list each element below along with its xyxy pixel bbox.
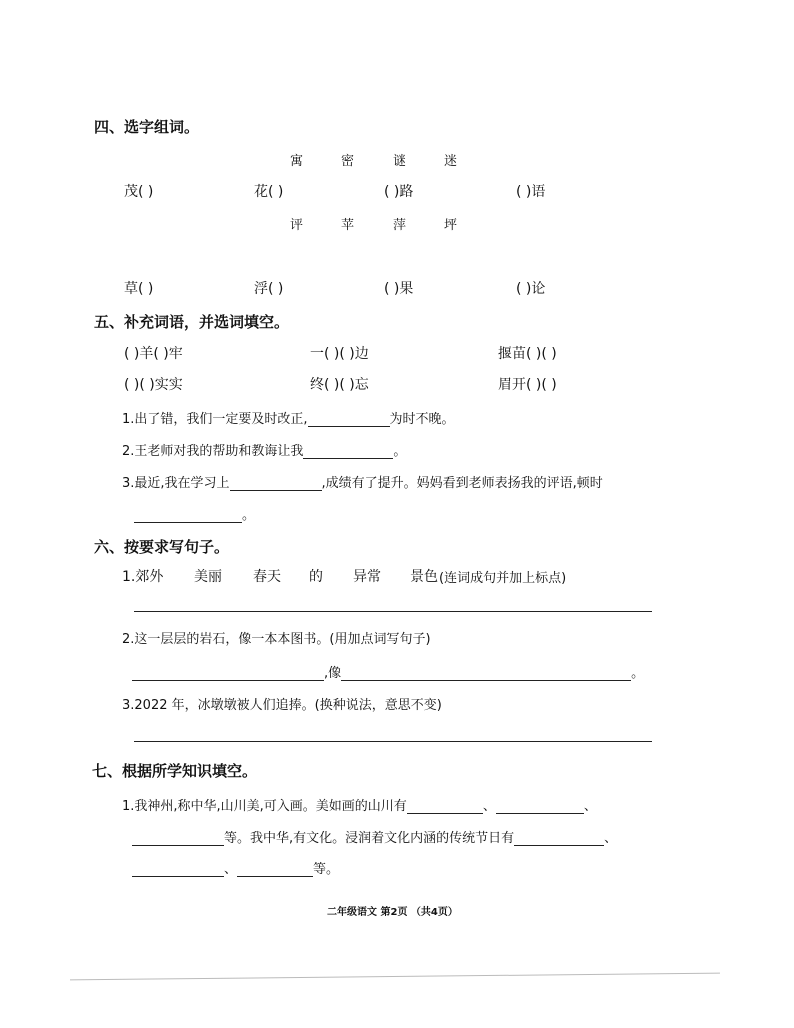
- answer-blank[interactable]: [237, 862, 313, 877]
- q1-hint: (连词成句并加上标点): [439, 571, 567, 586]
- word-card: 春天: [253, 569, 281, 585]
- section6-q3: 3.2022 年，冰墩墩被人们追捧。(换种说法，意思不变): [122, 698, 442, 713]
- answer-blank[interactable]: [407, 799, 483, 814]
- q3-text: 3.最近,我在学习上: [122, 476, 230, 491]
- idiom-blank[interactable]: 一( )( )边: [310, 346, 369, 362]
- answer-blank[interactable]: [132, 831, 224, 846]
- section7-line2: [132, 827, 617, 846]
- answer-blank[interactable]: [496, 799, 584, 814]
- char-option: 坪: [444, 218, 458, 233]
- q1-text-end: 为时不晚。: [389, 412, 455, 427]
- word-card: 景色: [410, 569, 438, 585]
- q3-end: 。: [242, 508, 256, 523]
- answer-blank[interactable]: [514, 831, 604, 846]
- answer-line[interactable]: [134, 741, 652, 742]
- section5-q2: [122, 440, 406, 459]
- answer-blank[interactable]: [230, 476, 322, 491]
- word-blank[interactable]: 草( ): [124, 281, 154, 297]
- q2-end: 。: [631, 666, 645, 681]
- char-option: 寓: [290, 154, 304, 169]
- section4-title: 四、选字组词。: [94, 118, 200, 136]
- answer-line[interactable]: [134, 611, 652, 612]
- section6-q2-answer: [132, 662, 644, 681]
- section7-line3: [132, 858, 339, 877]
- section5-q1: [122, 408, 455, 427]
- separator: 、: [604, 831, 618, 846]
- section6-title: 六、按要求写句子。: [94, 538, 230, 556]
- scan-edge-line: [70, 973, 720, 981]
- q-end: 等。: [313, 862, 340, 877]
- section5-title: 五、补充词语，并选词填空。: [94, 313, 290, 331]
- char-option: 苹: [341, 218, 355, 233]
- answer-blank[interactable]: [303, 444, 393, 459]
- char-option: 萍: [393, 218, 407, 233]
- word-card: 1.郊外: [122, 569, 164, 585]
- idiom-blank[interactable]: 终( )( )忘: [310, 377, 369, 393]
- q2-mid: ,像: [324, 666, 342, 681]
- word-blank[interactable]: ( )果: [384, 281, 414, 297]
- separator: 、: [224, 862, 238, 877]
- word-blank[interactable]: 茂( ): [124, 184, 154, 200]
- word-blank[interactable]: 花( ): [254, 184, 284, 200]
- char-option: 密: [341, 154, 355, 169]
- answer-blank[interactable]: [308, 412, 390, 427]
- q-text: 1.我神州,称中华,山川美,可入画。美如画的山川有: [122, 799, 407, 814]
- q3-text-end: ,成绩有了提升。妈妈看到老师表扬我的评语,顿时: [321, 476, 603, 491]
- word-blank[interactable]: ( )语: [516, 184, 546, 200]
- word-card: 美丽: [194, 569, 222, 585]
- separator: 、: [583, 799, 597, 814]
- word-card: 异常: [353, 569, 381, 585]
- idiom-blank[interactable]: ( )羊( )牢: [124, 346, 183, 362]
- word-blank[interactable]: ( )论: [516, 281, 546, 297]
- section5-q3: [122, 472, 603, 491]
- answer-blank[interactable]: [132, 666, 324, 681]
- char-option: 谜: [393, 154, 407, 169]
- section7-title: 七、根据所学知识填空。: [92, 762, 258, 780]
- q-text: 等。我中华,有文化。浸润着文化内涵的传统节日有: [224, 831, 515, 846]
- section7-line1: [122, 795, 597, 814]
- word-blank[interactable]: 浮( ): [254, 281, 284, 297]
- section6-q2: 2.这一层层的岩石，像一本本图书。(用加点词写句子): [122, 632, 431, 647]
- separator: 、: [482, 799, 496, 814]
- idiom-blank[interactable]: 揠苗( )( ): [498, 346, 557, 362]
- idiom-blank[interactable]: ( )( )实实: [124, 377, 183, 393]
- q2-text: 2.王老师对我的帮助和教诲让我: [122, 444, 304, 459]
- answer-blank[interactable]: [134, 508, 242, 523]
- word-blank[interactable]: ( )路: [384, 184, 414, 200]
- answer-blank[interactable]: [132, 862, 224, 877]
- section5-q3-line2: [134, 504, 255, 523]
- q2-text-end: 。: [393, 444, 407, 459]
- word-card: 的: [309, 569, 323, 585]
- char-option: 评: [290, 218, 304, 233]
- char-option: 迷: [444, 154, 458, 169]
- q1-text: 1.出了错，我们一定要及时改正,: [122, 412, 308, 427]
- answer-blank[interactable]: [341, 666, 631, 681]
- page-footer: 二年级语文 第2页 （共4页）: [327, 907, 458, 918]
- idiom-blank[interactable]: 眉开( )( ): [498, 377, 557, 393]
